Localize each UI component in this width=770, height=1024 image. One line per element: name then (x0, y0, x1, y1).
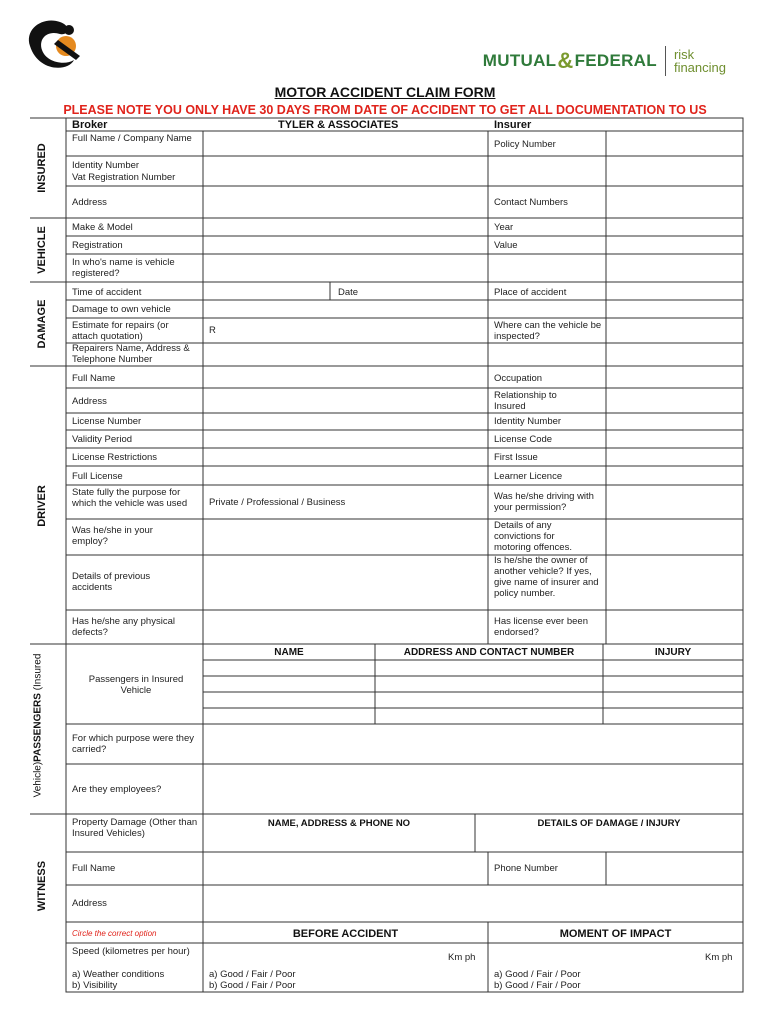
brand-sub-2: financing (673, 60, 726, 75)
col-injury: INJURY (654, 647, 692, 658)
label-full-license: Full License (72, 471, 123, 482)
visibility-options-before[interactable]: b) Good / Fair / Poor (209, 980, 296, 991)
passengers-label-b: PASSENGERS (32, 693, 44, 762)
label-place-of-accident: Place of accident (494, 287, 567, 298)
label-contact-numbers: Contact Numbers (494, 197, 568, 208)
col-address-contact: ADDRESS AND CONTACT NUMBER (403, 647, 575, 658)
label-value: Value (494, 240, 518, 251)
label-registered-owner: In who's name is vehicle registered? (72, 257, 175, 279)
section-witness: WITNESS (36, 860, 48, 912)
passengers-label-a: Vehicle) (32, 761, 44, 798)
label-full-name-company: Full Name / Company Name (72, 133, 192, 144)
label-identity-number: Identity Number (72, 160, 140, 171)
label-property-damage: Property Damage (Other than Insured Vehicles) (72, 817, 198, 839)
label-occupation: Occupation (494, 373, 543, 384)
passengers-label-c: (Insured (32, 653, 44, 691)
weather-options-before[interactable]: a) Good / Fair / Poor (209, 969, 296, 980)
purpose-options[interactable]: Private / Professional / Business (209, 497, 346, 508)
label-repairers: Repairers Name, Address & Telephone Number (72, 343, 190, 365)
label-learner-licence: Learner Licence (494, 471, 563, 482)
currency-symbol: R (209, 325, 216, 336)
label-vat-number: Vat Registration Number (72, 172, 176, 183)
brand-sub-1: risk (673, 47, 695, 62)
label-convictions: Details of any convictions for motoring offences. (494, 520, 572, 553)
brand-ampersand: & (557, 48, 574, 73)
page-title: MOTOR ACCIDENT CLAIM FORM (274, 84, 496, 100)
brand-name-1: MUTUAL (482, 51, 557, 70)
label-date: Date (338, 287, 359, 298)
broker-label: Broker (72, 119, 108, 131)
label-license-code: License Code (494, 434, 553, 445)
label-first-issue: First Issue (494, 452, 538, 463)
broker-value: TYLER & ASSOCIATES (278, 119, 399, 131)
label-damage-own-vehicle: Damage to own vehicle (72, 304, 171, 315)
insurer-label: Insurer (494, 119, 532, 131)
col-name: NAME (274, 647, 304, 658)
section-insured: INSURED (36, 143, 48, 193)
label-witness-phone: Phone Number (494, 863, 558, 874)
label-visibility: b) Visibility (72, 980, 118, 991)
deadline-notice: PLEASE NOTE YOU ONLY HAVE 30 DAYS FROM DATE OF ACCIDENT TO GET ALL DOCUMENTATION TO US (63, 103, 707, 117)
label-previous-accidents: Details of previous accidents (72, 571, 151, 593)
label-purpose-used: State fully the purpose for which the vehicle was used (72, 487, 188, 509)
label-owner-other-vehicle: Is he/she the owner of another vehicle? If yes, give name of insurer and policy number. (494, 555, 599, 599)
label-address: Address (72, 197, 107, 208)
visibility-options-impact[interactable]: b) Good / Fair / Poor (494, 980, 581, 991)
label-physical-defects: Has he/she any physical defects? (72, 616, 175, 638)
col-details-damage: DETAILS OF DAMAGE / INJURY (537, 818, 681, 829)
circle-option-hint: Circle the correct option (72, 929, 157, 938)
label-relationship: Relationship to Insured (494, 390, 557, 412)
section-passengers (33, 626, 44, 826)
kmph-before: Km ph (448, 952, 476, 963)
label-year: Year (494, 222, 514, 233)
label-endorsed: Has license ever been endorsed? (494, 616, 588, 638)
label-where-inspected: Where can the vehicle be inspected? (494, 320, 602, 342)
label-license-number: License Number (72, 416, 142, 427)
brand-name-2: FEDERAL (574, 51, 657, 70)
label-driver-address: Address (72, 396, 107, 407)
label-purpose-carried: For which purpose were they carried? (72, 733, 194, 755)
section-driver: DRIVER (36, 485, 48, 527)
label-employ: Was he/she in your employ? (72, 525, 153, 547)
label-permission: Was he/she driving with your permission? (494, 491, 594, 513)
weather-options-impact[interactable]: a) Good / Fair / Poor (494, 969, 581, 980)
label-driver-full-name: Full Name (72, 373, 116, 384)
label-are-employees: Are they employees? (72, 784, 162, 795)
label-policy-number: Policy Number (494, 139, 556, 150)
col-before-accident: BEFORE ACCIDENT (292, 928, 399, 940)
section-damage: DAMAGE (36, 299, 48, 349)
label-license-restrictions: License Restrictions (72, 452, 158, 463)
label-time-of-accident: Time of accident (72, 287, 142, 298)
label-registration: Registration (72, 240, 123, 251)
label-witness-full-name: Full Name (72, 863, 116, 874)
label-make-model: Make & Model (72, 222, 133, 233)
label-passengers-in-vehicle: Passengers in Insured Vehicle (88, 674, 184, 696)
col-moment-of-impact: MOMENT OF IMPACT (559, 928, 672, 940)
label-validity-period: Validity Period (72, 434, 133, 445)
label-witness-address: Address (72, 898, 107, 909)
col-name-address-phone: NAME, ADDRESS & PHONE NO (267, 818, 411, 829)
label-driver-identity: Identity Number (494, 416, 562, 427)
label-estimate-repairs: Estimate for repairs (or attach quotation) (72, 320, 169, 342)
label-weather: a) Weather conditions (72, 969, 165, 980)
label-speed: Speed (kilometres per hour) (72, 946, 190, 957)
kmph-impact: Km ph (705, 952, 733, 963)
section-vehicle: VEHICLE (36, 226, 48, 274)
